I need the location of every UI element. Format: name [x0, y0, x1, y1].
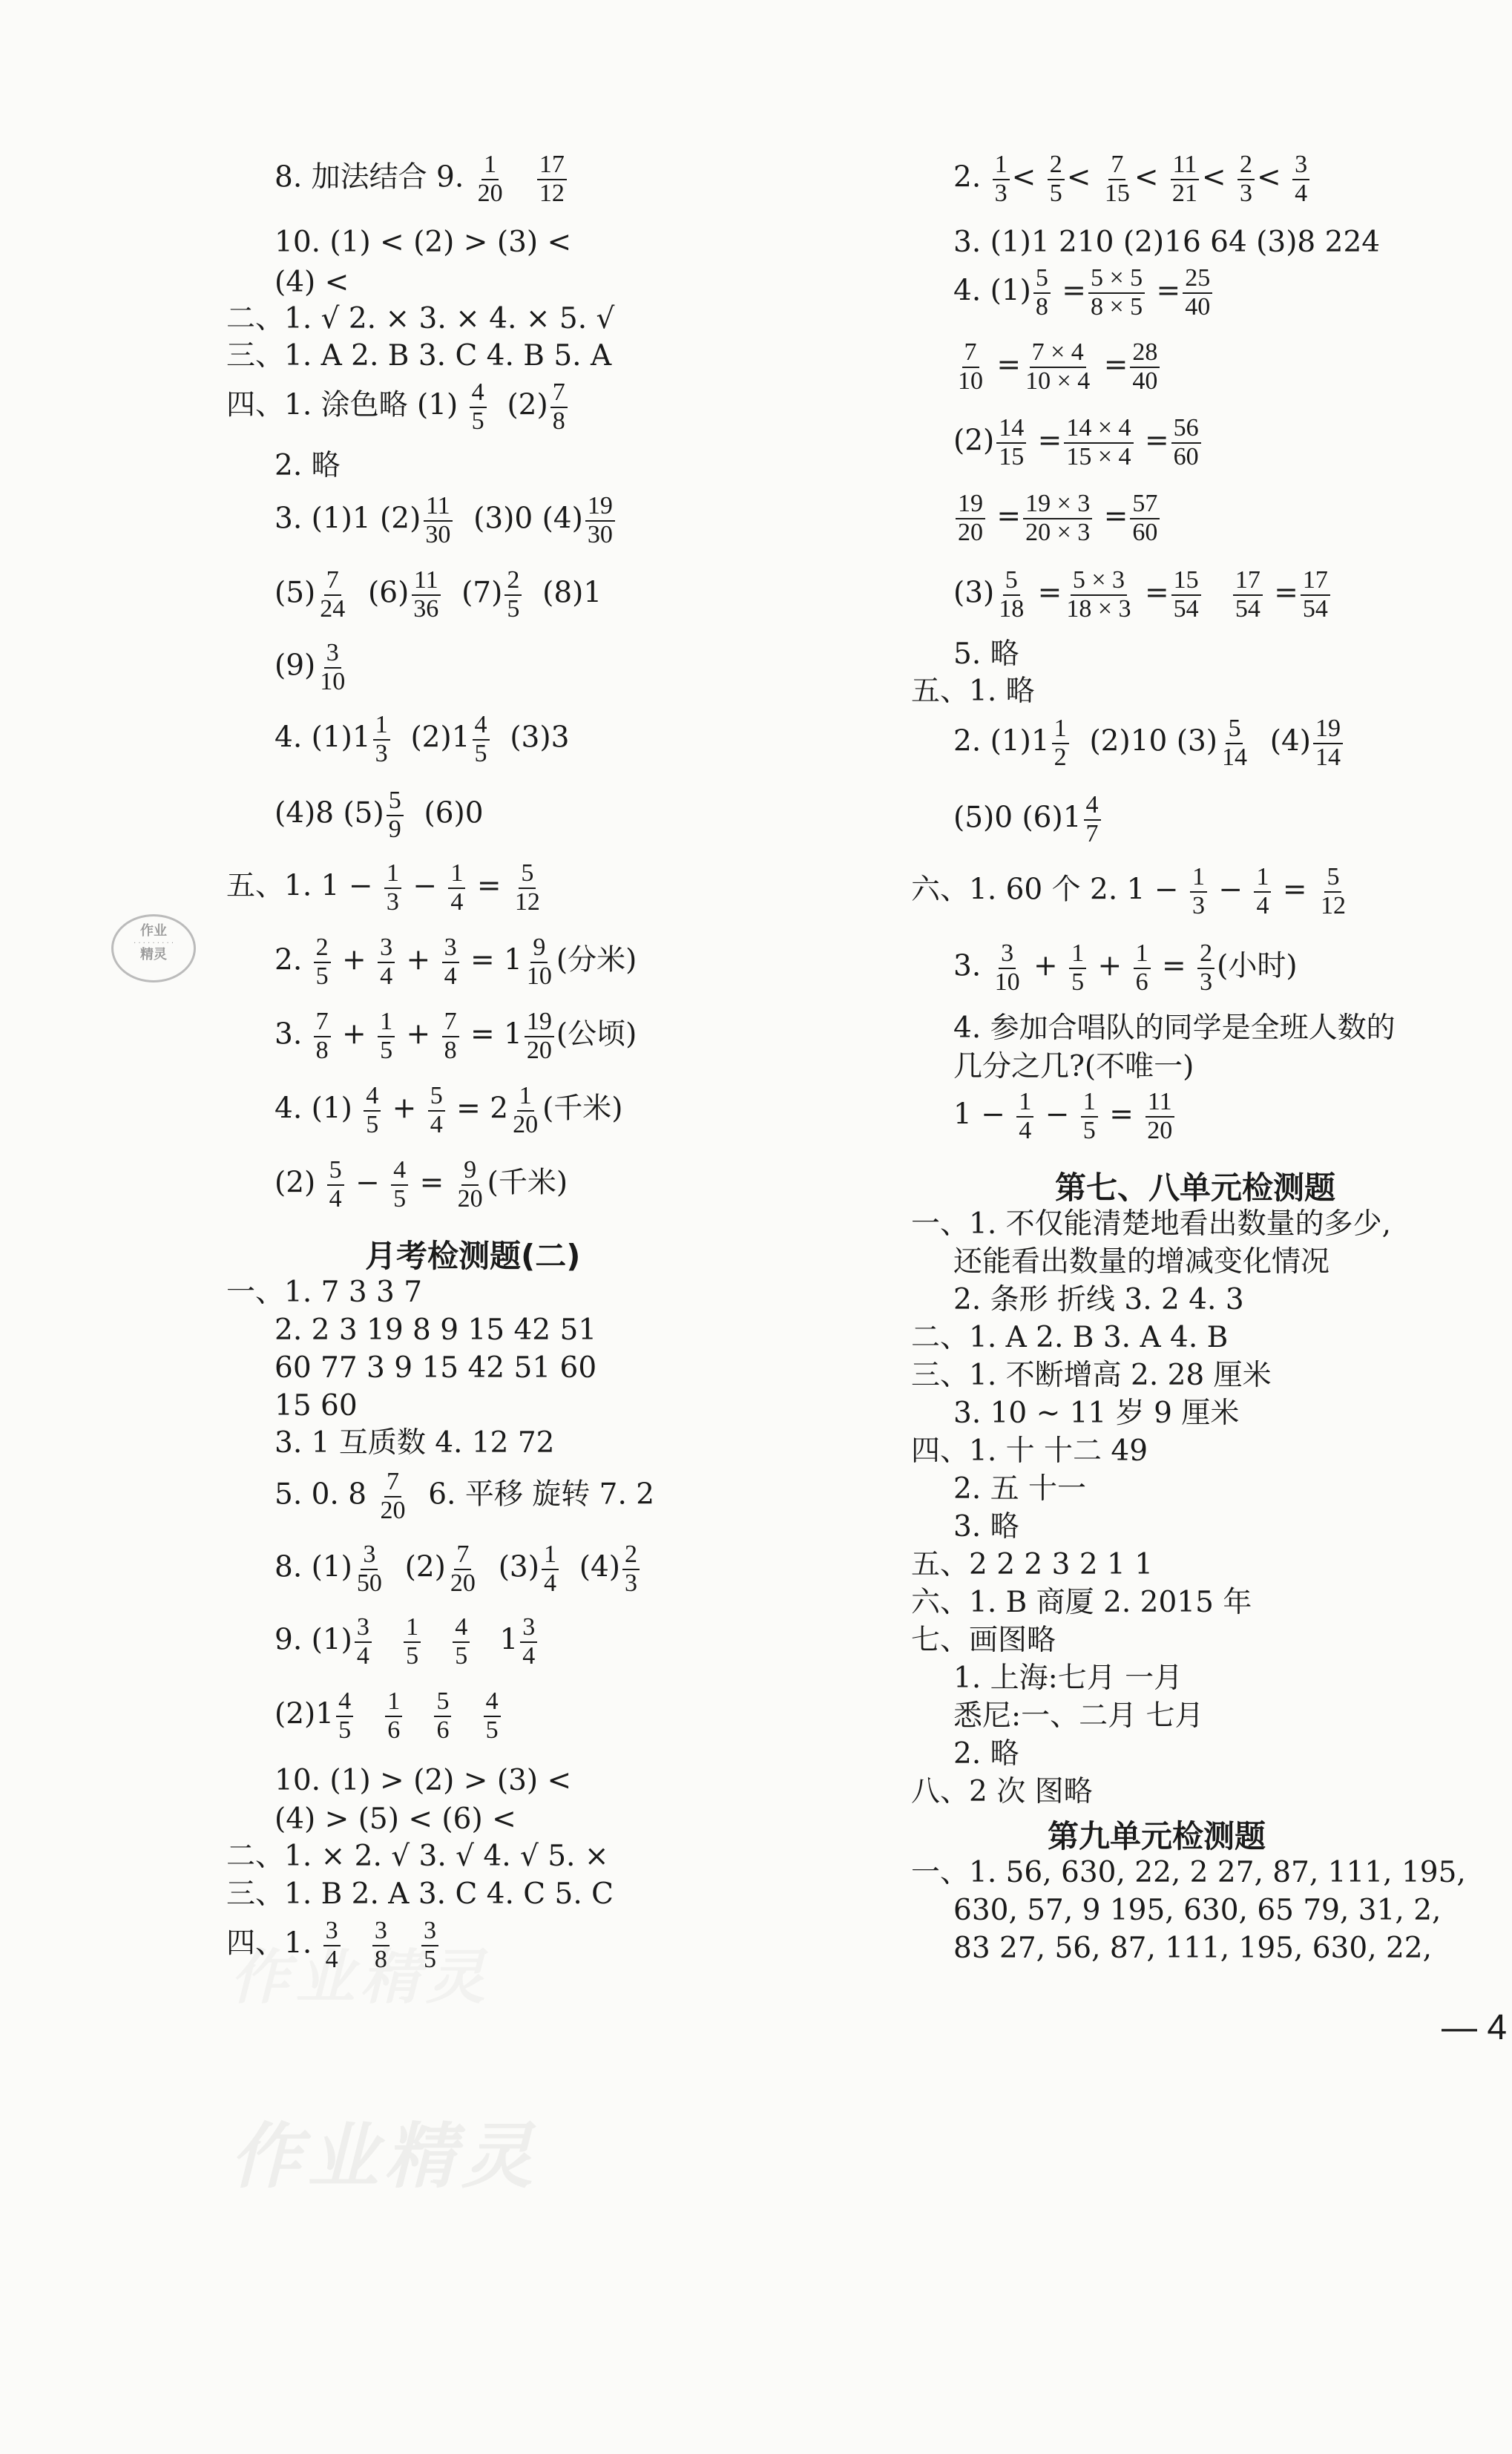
- answer-line: 2. (1)1 $\frac{1}{2}$ (2)10 (3) $\frac{5}{14}$ (4) $\frac{19}{14}$: [953, 716, 1345, 770]
- answer-line: 3. 10 ~ 11 岁 9 厘米: [953, 1397, 1240, 1430]
- page-number: — 4: [1442, 2008, 1508, 2047]
- answer-line: 八、2 次 图略: [911, 1775, 1093, 1808]
- answer-line: (2) $\frac{14}{15}$ = $\frac{14 \times 4}{15 \times 4}$ = $\frac{56}{60}$: [953, 416, 1203, 470]
- answer-line: 四、1. 十 十二 49: [911, 1434, 1148, 1468]
- answer-line: (5)0 (6)1 $\frac{4}{7}$: [953, 793, 1103, 847]
- answer-line: (4) <: [275, 266, 349, 299]
- stamp-logo: 作业 · · · · · · · · · 精灵: [111, 914, 196, 982]
- answer-line: 三、1. B 2. A 3. C 4. C 5. C: [226, 1877, 614, 1911]
- answer-line: 4. 参加合唱队的同学是全班人数的: [953, 1011, 1396, 1045]
- answer-line: 8. 加法结合 9. $\frac{1}{20}$ $\frac{17}{12}$: [275, 152, 569, 206]
- answer-line: 4. (1) $\frac{5}{8}$ = $\frac{5 \times 5}{8 \times 5}$ = $\frac{25}{40}$: [953, 266, 1214, 320]
- answer-line: (4)8 (5) $\frac{5}{9}$ (6)0: [275, 787, 484, 843]
- answer-line: 3. (1)1 (2) $\frac{11}{30}$ (3)0 (4) $\frac{19}{30}$: [275, 493, 617, 548]
- answer-line: 3. 1 互质数 4. 12 72: [275, 1426, 555, 1460]
- answer-line: 10. (1) > (2) > (3) <: [275, 1764, 572, 1797]
- answer-line: 二、1. A 2. B 3. A 4. B: [911, 1321, 1229, 1354]
- answer-line: 2. 略: [275, 449, 341, 482]
- section-heading: 第七、八单元检测题: [1055, 1169, 1336, 1206]
- answer-line: 2. $\frac{1}{3}$ < $\frac{2}{5}$ < $\frac{7}{15}$ < $\frac{11}{21}$ < $\frac{2}{3}$ < $\frac{3}{4}$: [953, 152, 1312, 206]
- answer-line: 9. (1) $\frac{3}{4}$ $\frac{1}{5}$ $\frac{4}{5}$ 1 $\frac{3}{4}$: [275, 1615, 539, 1669]
- section-heading: 第九单元检测题: [1048, 1818, 1266, 1854]
- answer-line: 630, 57, 9 195, 630, 65 79, 31, 2,: [953, 1894, 1442, 1927]
- answer-line: 8. (1) $\frac{3}{50}$ (2) $\frac{7}{20}$ (3) $\frac{1}{4}$ (4) $\frac{2}{3}$: [275, 1542, 642, 1596]
- answer-line: (9) $\frac{3}{10}$: [275, 639, 346, 695]
- answer-line: 一、1. 7 3 3 7: [226, 1276, 423, 1309]
- answer-line: 二、1. × 2. √ 3. √ 4. √ 5. ×: [226, 1840, 609, 1873]
- answer-line: 4. (1)1 $\frac{1}{3}$ (2)1 $\frac{4}{5}$ (3)3: [275, 711, 570, 767]
- answer-line: 4. (1) $\frac{4}{5}$ + $\frac{5}{4}$ = 2 $\frac{1}{20}$ (千米): [275, 1082, 623, 1138]
- answer-line: 1. 上海:七月 一月: [953, 1661, 1183, 1695]
- answer-line: 2. $\frac{2}{5}$ + $\frac{3}{4}$ + $\frac{3}{4}$ = 1 $\frac{9}{10}$ (分米): [275, 934, 637, 990]
- answer-line: 五、1. 1 − $\frac{1}{3}$ − $\frac{1}{4}$ = $\frac{5}{12}$: [226, 859, 540, 916]
- answer-line: 三、1. A 2. B 3. C 4. B 5. A: [226, 339, 612, 373]
- answer-line: 15 60: [275, 1389, 358, 1423]
- answer-line: 2. 五 十一: [953, 1472, 1087, 1506]
- answer-line: 五、1. 略: [911, 675, 1035, 708]
- answer-line: 3. (1)1 210 (2)16 64 (3)8 224: [953, 226, 1381, 259]
- watermark-logo: [230, 1929, 491, 2015]
- answer-line: (5) $\frac{7}{24}$ (6) $\frac{11}{36}$ (7) $\frac{2}{5}$ (8)1: [275, 566, 602, 623]
- answer-line: $\frac{19}{20}$ = $\frac{19 \times 3}{20 \times 3}$ = $\frac{57}{60}$: [953, 491, 1162, 545]
- answer-line: 10. (1) < (2) > (3) <: [275, 226, 572, 259]
- answer-line: 四、1. $\frac{3}{4}$ $\frac{3}{8}$ $\frac{3}{5}$: [226, 1918, 441, 1972]
- answer-line: 一、1. 56, 630, 22, 2 27, 87, 111, 195,: [911, 1856, 1466, 1889]
- answer-line: 83 27, 56, 87, 111, 195, 630, 22,: [953, 1932, 1433, 1965]
- answer-line: 2. 条形 折线 3. 2 4. 3: [953, 1283, 1244, 1316]
- answer-line: (4) > (5) < (6) <: [275, 1802, 516, 1836]
- answer-line: (2) $\frac{5}{4}$ − $\frac{4}{5}$ = $\frac{9}{20}$ (千米): [275, 1156, 568, 1213]
- answer-line: 三、1. 不断增高 2. 28 厘米: [911, 1359, 1272, 1392]
- answer-line: (3) $\frac{5}{18}$ = $\frac{5 \times 3}{18 \times 3}$ = $\frac{15}{54}$ $\frac{17}{54}$ = $\frac{17}{54}$: [953, 568, 1332, 622]
- answer-line: 还能看出数量的增减变化情况: [953, 1245, 1330, 1279]
- answer-line: 5. 略: [953, 637, 1019, 671]
- answer-line: 五、2 2 2 3 2 1 1: [911, 1548, 1154, 1581]
- answer-line: 60 77 3 9 15 42 51 60: [275, 1351, 597, 1385]
- answer-line: (2)1 $\frac{4}{5}$ $\frac{1}{6}$ $\frac{5}{6}$ $\frac{4}{5}$: [275, 1689, 503, 1743]
- answer-line: 七、画图略: [911, 1624, 1056, 1657]
- answer-line: 5. 0. 8 $\frac{7}{20}$ 6. 平移 旋转 7. 2: [275, 1468, 655, 1524]
- answer-line: 2. 略: [953, 1737, 1019, 1771]
- watermark-logo: 作业精灵: [230, 2115, 539, 2198]
- answer-line: 3. $\frac{7}{8}$ + $\frac{1}{5}$ + $\frac{7}{8}$ = 1 $\frac{19}{20}$ (公顷): [275, 1008, 637, 1064]
- answer-line: 1 − $\frac{1}{4}$ − $\frac{1}{5}$ = $\frac{11}{20}$: [953, 1089, 1177, 1144]
- answer-line: 悉尼:一、二月 七月: [953, 1699, 1204, 1733]
- answer-line: 六、1. B 商厦 2. 2015 年: [911, 1586, 1252, 1619]
- section-heading: 月考检测题(二): [365, 1238, 581, 1274]
- answer-line: 四、1. 涂色略 (1) $\frac{4}{5}$ (2) $\frac{7}{8}$: [226, 380, 570, 434]
- answer-line: 二、1. √ 2. × 3. × 4. × 5. √: [226, 302, 615, 335]
- answer-line: 3. 略: [953, 1510, 1019, 1543]
- answer-line: $\frac{7}{10}$ = $\frac{7 \times 4}{10 \times 4}$ = $\frac{28}{40}$: [953, 340, 1162, 394]
- answer-line: 一、1. 不仅能清楚地看出数量的多少,: [911, 1207, 1392, 1241]
- answer-line: 六、1. 60 个 2. 1 − $\frac{1}{3}$ − $\frac{1}{4}$ = $\frac{5}{12}$: [911, 863, 1346, 919]
- answer-line: 2. 2 3 19 8 9 15 42 51: [275, 1313, 597, 1347]
- answer-line: 几分之几?(不唯一): [953, 1050, 1194, 1083]
- answer-line: 3. $\frac{3}{10}$ + $\frac{1}{5}$ + $\frac{1}{6}$ = $\frac{2}{3}$ (小时): [953, 939, 1298, 996]
